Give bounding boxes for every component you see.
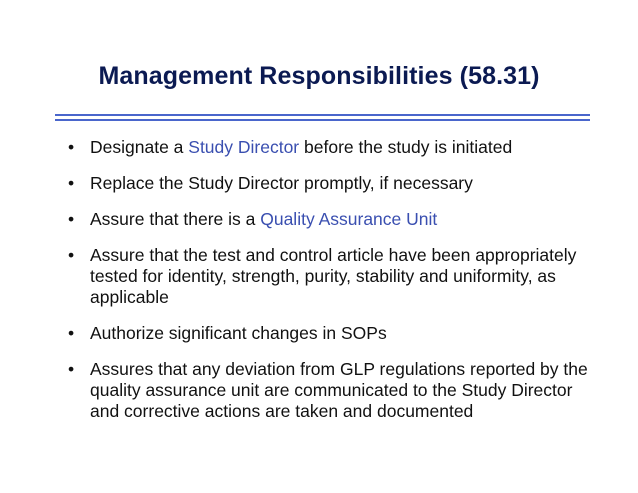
bullet-dot-icon: • [68, 209, 75, 229]
bullet-list [64, 137, 604, 437]
bullet-dot-icon: • [68, 137, 75, 157]
bullet-text: before the study is initiated [299, 137, 513, 157]
bullet-text: Assure that there is a [90, 209, 261, 229]
bullet-item-designate-study-director [64, 137, 604, 158]
title-underline-bottom [55, 119, 590, 121]
bullet-text: Assures that any deviation from GLP regulations reported by the quality assurance unit are communicated to the Study Director and corrective actions are taken and documented [90, 359, 588, 421]
highlight-study-director: Study Director [188, 137, 300, 157]
bullet-text: Authorize significant changes in SOPs [90, 323, 387, 343]
bullet-item-replace-study-director [64, 173, 604, 194]
bullet-dot-icon: • [68, 173, 75, 193]
bullet-item-test-control-article [64, 245, 604, 308]
bullet-item-quality-assurance-unit [64, 209, 604, 230]
slide-title: Management Responsibilities (58.31) [98, 62, 540, 90]
bullet-text: Replace the Study Director promptly, if necessary [90, 173, 473, 193]
bullet-text: Designate a [90, 137, 189, 157]
bullet-dot-icon: • [68, 245, 75, 265]
bullet-item-glp-deviations [64, 359, 604, 422]
bullet-text: Assure that the test and control article have been appropriately tested for identity, strength, purity, stability and uniformity, as applicable [90, 245, 577, 307]
bullet-item-authorize-sop-changes [64, 323, 604, 344]
title-underline-top [55, 114, 590, 116]
bullet-dot-icon: • [68, 359, 75, 379]
bullet-dot-icon: • [68, 323, 75, 343]
highlight-quality-assurance-unit: Quality Assurance Unit [260, 209, 438, 229]
